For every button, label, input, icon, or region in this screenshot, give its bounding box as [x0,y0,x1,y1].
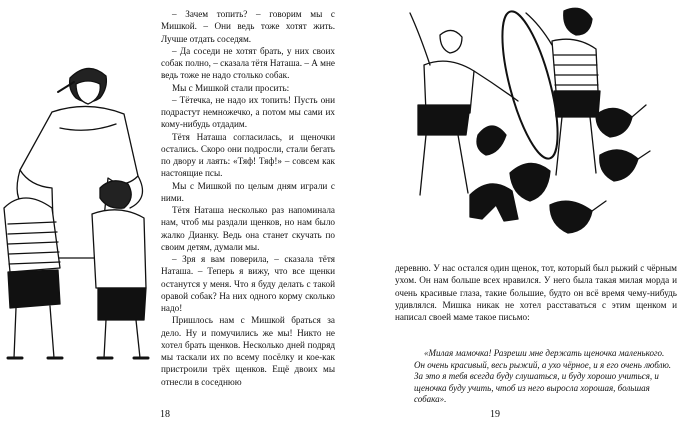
letter-text: «Милая мамочка! Разреши мне держать щеночка маленького. Он очень красивый, весь рыжий, а ухо чёрное, и я его очень люблю. За это я тебя всегда буду слушаться, и буду хорошо учиться, и щеночка буду учить, чтоб из него выросла хорошая, большая собака». [414,348,672,405]
left-paragraph: Мы с Мишкой стали просить: [172,82,290,93]
left-paragraph: Тётя Наташа согласилась, и щеночки остались. Скоро они подросли, стали бегать по двору и лаять: «Тяф! Тяф!» – совсем как настоящие псы. [161,131,335,179]
left-paragraph: Тётя Наташа несколько раз напоминала нам, чтоб мы раздали щенков, но нам было жалко Дианку. Ведь она станет скучать по своим детям, думали мы. [161,205,335,252]
left-paragraph: – Тётечка, не надо их топить! Пусть они подрастут немножечко, а потом мы сами их кому-нибудь отдадим. [161,94,335,130]
illustration-boys-with-puppies [400,5,652,257]
left-page [0,0,340,423]
page-number-right: 19 [490,409,500,420]
right-paragraph: деревню. У нас остался один щенок, тот, который был рыжий с чёрным ухом. Он нам больше всех нравился. У него была такая милая морда и очень красивые глаза, такие большие, будто он всё время чему-нибудь удивлялся. Мишка никак не хотел расставаться с этим щенком и написал своей маме такое письмо: [395,263,677,322]
left-text-column [161,8,335,388]
left-paragraph: Пришлось нам с Мишкой браться за дело. Ну и помучились же мы! Никто не хотел брать щенков. Несколько дней подряд мы таскали их по всему посёлку и кое-как пристроили трёх щенков. Ещё двоих мы отнесли в соседнюю [161,315,335,387]
right-text-column [395,262,677,323]
page-number-left: 18 [160,409,170,420]
left-paragraph: – Да соседи не хотят брать, у них своих собак полно, – сказала тётя Наташа. – А мне ведь тоже не надо столько собак. [161,45,335,81]
letter-quote [414,348,676,406]
left-paragraph: Мы с Мишкой по целым дням играли с ними. [161,180,335,203]
left-paragraph: – Зачем топить? – говорим мы с Мишкой. – Они ведь тоже хотят жить. Лучше отдать соседям. [161,9,335,44]
right-page [343,0,687,423]
left-paragraph: – Зря я вам поверила, – сказала тётя Наташа. – Теперь я вижу, что все щенки останутся у меня. Что я буду делать с такой оравой собак? На них одного корму сколько надо! [161,254,335,313]
illustration-woman-and-boys [0,58,157,370]
